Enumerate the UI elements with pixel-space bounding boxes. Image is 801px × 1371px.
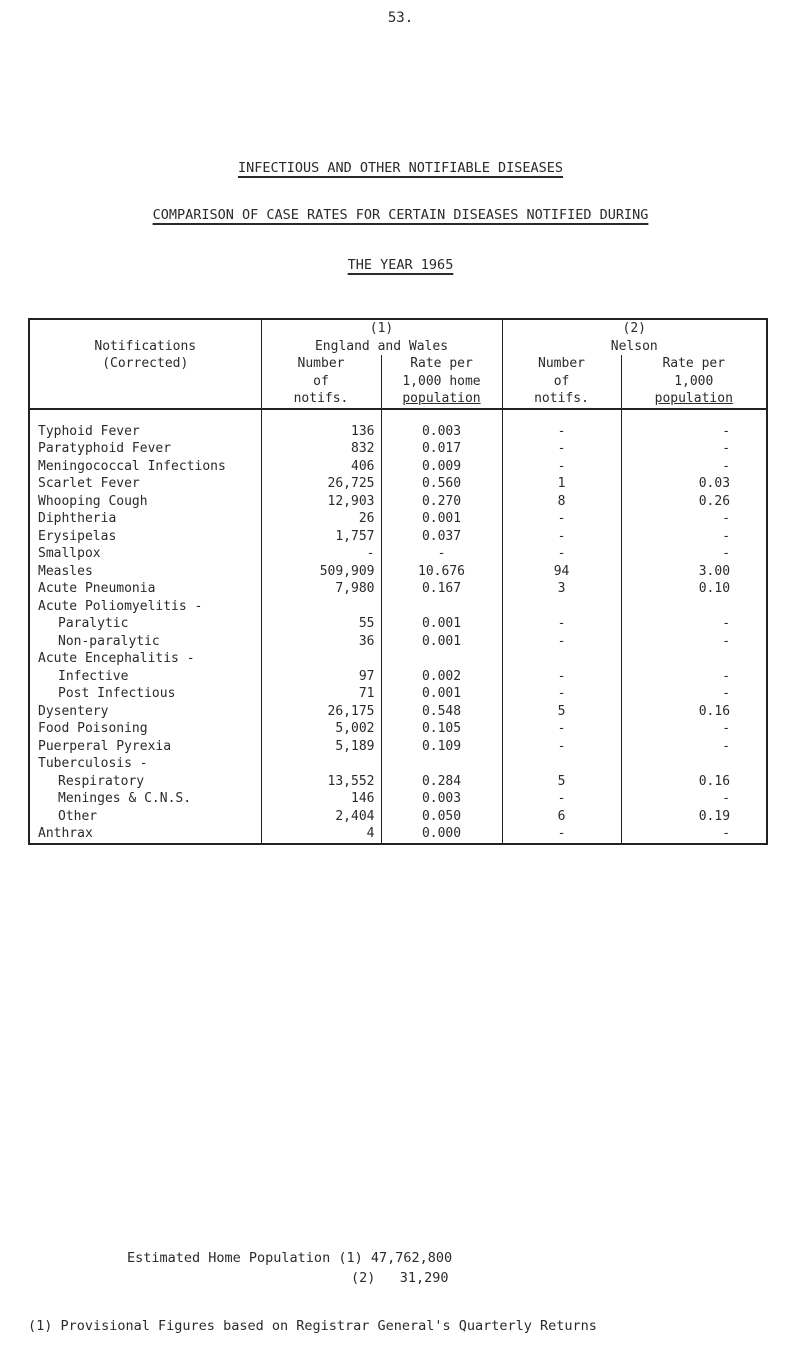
group2-number: (2) <box>502 319 767 338</box>
ew-rate-heading-2: 1,000 home <box>381 373 502 391</box>
nelson-rate-cell: - <box>621 423 767 441</box>
nelson-rate-cell: - <box>621 633 767 651</box>
ew-number-heading-2: of <box>261 373 381 391</box>
nelson-number-cell: - <box>502 738 621 756</box>
report-year-text: THE YEAR 1965 <box>347 257 454 273</box>
notifications-table <box>28 318 768 845</box>
nelson-rate-cell: - <box>621 458 767 476</box>
nelson-number-cell: - <box>502 458 621 476</box>
ew-rate-cell: 0.037 <box>381 528 502 546</box>
ew-rate-heading-3-text: population <box>402 391 481 406</box>
nelson-number-cell: - <box>502 510 621 528</box>
col-notifications-label: Notifications <box>29 338 261 356</box>
ew-number-cell: 1,757 <box>261 528 381 546</box>
ew-number-cell: 26,725 <box>261 475 381 493</box>
ew-number-cell: 13,552 <box>261 773 381 791</box>
table-row <box>29 790 767 808</box>
nelson-rate-cell: - <box>621 685 767 703</box>
table-row <box>29 738 767 756</box>
table-row <box>29 563 767 581</box>
n-rate-heading-2: 1,000 <box>621 373 767 391</box>
ew-number-cell <box>261 598 381 616</box>
estimate-nelson-value: 31,290 <box>399 1270 449 1286</box>
nelson-number-cell: 5 <box>502 773 621 791</box>
nelson-number-cell: 6 <box>502 808 621 826</box>
table-row <box>29 685 767 703</box>
ew-number-cell <box>261 650 381 668</box>
report-subtitle <box>0 207 801 223</box>
disease-label: Meninges & C.N.S. <box>29 790 261 808</box>
n-number-heading: Number <box>502 355 621 373</box>
report-title-text: INFECTIOUS AND OTHER NOTIFIABLE DISEASES <box>237 160 564 176</box>
nelson-number-cell: 94 <box>502 563 621 581</box>
table-row <box>29 755 767 773</box>
ew-number-cell: 4 <box>261 825 381 844</box>
nelson-rate-cell: 3.00 <box>621 563 767 581</box>
disease-label: Tuberculosis - <box>29 755 261 773</box>
nelson-rate-cell: - <box>621 668 767 686</box>
ew-rate-cell: 10.676 <box>381 563 502 581</box>
disease-label: Whooping Cough <box>29 493 261 511</box>
col-corrected-label: (Corrected) <box>29 355 261 373</box>
header-cell <box>29 319 261 338</box>
table-row <box>29 545 767 563</box>
spacer-cell <box>621 409 767 423</box>
table-row <box>29 475 767 493</box>
table-row <box>29 650 767 668</box>
ew-number-heading-3: notifs. <box>261 390 381 409</box>
ew-rate-cell: 0.105 <box>381 720 502 738</box>
report-title <box>0 160 801 176</box>
n-rate-heading-3-text: population <box>654 391 733 406</box>
table-row <box>29 423 767 441</box>
nelson-number-cell <box>502 650 621 668</box>
disease-label: Paratyphoid Fever <box>29 440 261 458</box>
ew-number-cell: 5,002 <box>261 720 381 738</box>
nelson-number-cell: 1 <box>502 475 621 493</box>
table-body <box>29 409 767 844</box>
ew-number-cell: 26 <box>261 510 381 528</box>
nelson-rate-cell: 0.16 <box>621 773 767 791</box>
n-number-heading-2: of <box>502 373 621 391</box>
nelson-number-cell: - <box>502 633 621 651</box>
table-row <box>29 615 767 633</box>
report-year <box>0 257 801 273</box>
nelson-rate-cell: - <box>621 510 767 528</box>
estimate-line-1 <box>127 1250 452 1266</box>
ew-rate-cell: 0.109 <box>381 738 502 756</box>
estimate-label: Estimated Home Population (1) <box>127 1250 363 1266</box>
ew-rate-cell <box>381 755 502 773</box>
ew-number-cell: 146 <box>261 790 381 808</box>
ew-number-cell: 5,189 <box>261 738 381 756</box>
nelson-number-cell: - <box>502 423 621 441</box>
disease-label: Typhoid Fever <box>29 423 261 441</box>
nelson-number-cell: - <box>502 790 621 808</box>
ew-number-cell <box>261 755 381 773</box>
disease-label: Scarlet Fever <box>29 475 261 493</box>
nelson-rate-cell <box>621 598 767 616</box>
n-number-heading-3: notifs. <box>502 390 621 409</box>
table-row <box>29 773 767 791</box>
spacer-cell <box>381 409 502 423</box>
disease-label: Dysentery <box>29 703 261 721</box>
estimate-2-label: (2) <box>351 1270 376 1286</box>
nelson-number-cell: - <box>502 685 621 703</box>
report-subtitle-text: COMPARISON OF CASE RATES FOR CERTAIN DISEASES NOTIFIED DURING <box>152 207 649 223</box>
nelson-rate-cell: - <box>621 545 767 563</box>
estimate-ew-value: 47,762,800 <box>370 1250 453 1266</box>
disease-label: Acute Poliomyelitis - <box>29 598 261 616</box>
disease-label: Meningococcal Infections <box>29 458 261 476</box>
nelson-number-cell: - <box>502 545 621 563</box>
disease-label: Anthrax <box>29 825 261 844</box>
nelson-rate-cell: - <box>621 615 767 633</box>
ew-rate-cell: 0.001 <box>381 615 502 633</box>
ew-rate-cell: 0.003 <box>381 423 502 441</box>
ew-number-cell: 509,909 <box>261 563 381 581</box>
ew-rate-cell: 0.050 <box>381 808 502 826</box>
ew-rate-cell: 0.167 <box>381 580 502 598</box>
table-row <box>29 510 767 528</box>
ew-number-cell: 12,903 <box>261 493 381 511</box>
ew-rate-cell: 0.017 <box>381 440 502 458</box>
disease-label: Other <box>29 808 261 826</box>
group1-name: England and Wales <box>261 338 502 356</box>
ew-rate-cell: 0.001 <box>381 685 502 703</box>
ew-number-cell: 36 <box>261 633 381 651</box>
nelson-number-cell: - <box>502 720 621 738</box>
nelson-rate-cell: 0.03 <box>621 475 767 493</box>
ew-rate-heading-3 <box>381 390 502 409</box>
nelson-rate-cell: - <box>621 738 767 756</box>
nelson-rate-cell: 0.16 <box>621 703 767 721</box>
ew-number-heading: Number <box>261 355 381 373</box>
table-row <box>29 808 767 826</box>
table-row <box>29 668 767 686</box>
table-row <box>29 633 767 651</box>
ew-rate-cell: 0.560 <box>381 475 502 493</box>
nelson-number-cell: - <box>502 440 621 458</box>
ew-number-cell: 97 <box>261 668 381 686</box>
ew-rate-cell: 0.001 <box>381 510 502 528</box>
nelson-number-cell: 5 <box>502 703 621 721</box>
ew-rate-cell: 0.270 <box>381 493 502 511</box>
ew-number-cell: 832 <box>261 440 381 458</box>
ew-rate-cell: 0.001 <box>381 633 502 651</box>
nelson-rate-cell: - <box>621 790 767 808</box>
header-cell <box>29 390 261 409</box>
nelson-rate-cell <box>621 755 767 773</box>
spacer-cell <box>261 409 381 423</box>
nelson-rate-cell: - <box>621 440 767 458</box>
nelson-rate-cell: 0.26 <box>621 493 767 511</box>
nelson-rate-cell: - <box>621 528 767 546</box>
disease-label: Respiratory <box>29 773 261 791</box>
group2-name: Nelson <box>502 338 767 356</box>
ew-number-cell: 71 <box>261 685 381 703</box>
disease-label: Smallpox <box>29 545 261 563</box>
table-row <box>29 528 767 546</box>
disease-label: Acute Encephalitis - <box>29 650 261 668</box>
nelson-rate-cell: - <box>621 825 767 844</box>
disease-label: Non-paralytic <box>29 633 261 651</box>
ew-rate-cell <box>381 650 502 668</box>
nelson-number-cell: - <box>502 825 621 844</box>
disease-label: Acute Pneumonia <box>29 580 261 598</box>
table-row <box>29 703 767 721</box>
nelson-number-cell: - <box>502 615 621 633</box>
disease-label: Post Infectious <box>29 685 261 703</box>
ew-rate-cell: 0.000 <box>381 825 502 844</box>
nelson-rate-cell: 0.19 <box>621 808 767 826</box>
nelson-rate-cell: 0.10 <box>621 580 767 598</box>
ew-number-cell: 55 <box>261 615 381 633</box>
table-row <box>29 825 767 844</box>
nelson-rate-cell <box>621 650 767 668</box>
ew-rate-cell: 0.003 <box>381 790 502 808</box>
disease-label: Puerperal Pyrexia <box>29 738 261 756</box>
disease-label: Paralytic <box>29 615 261 633</box>
ew-number-cell: 136 <box>261 423 381 441</box>
n-rate-heading-3 <box>621 390 767 409</box>
nelson-number-cell: - <box>502 668 621 686</box>
table-row <box>29 458 767 476</box>
ew-rate-cell <box>381 598 502 616</box>
estimate-line-2 <box>127 1270 449 1286</box>
ew-rate-cell: 0.002 <box>381 668 502 686</box>
ew-rate-cell: 0.548 <box>381 703 502 721</box>
n-rate-heading: Rate per <box>621 355 767 373</box>
spacer-cell <box>29 409 261 423</box>
table-row <box>29 598 767 616</box>
ew-number-cell: 26,175 <box>261 703 381 721</box>
table-row <box>29 720 767 738</box>
table-row <box>29 493 767 511</box>
disease-label: Measles <box>29 563 261 581</box>
group1-number: (1) <box>261 319 502 338</box>
table-header <box>29 319 767 409</box>
page-number: 53. <box>387 10 414 26</box>
nelson-number-cell <box>502 598 621 616</box>
nelson-rate-cell: - <box>621 720 767 738</box>
nelson-number-cell: - <box>502 528 621 546</box>
header-cell <box>29 373 261 391</box>
disease-label: Food Poisoning <box>29 720 261 738</box>
footnote: (1) Provisional Figures based on Registrar General's Quarterly Returns <box>28 1318 597 1334</box>
nelson-number-cell: 8 <box>502 493 621 511</box>
disease-label: Diphtheria <box>29 510 261 528</box>
nelson-number-cell <box>502 755 621 773</box>
disease-label: Erysipelas <box>29 528 261 546</box>
ew-number-cell: 2,404 <box>261 808 381 826</box>
ew-number-cell: - <box>261 545 381 563</box>
spacer-cell <box>502 409 621 423</box>
table-row <box>29 440 767 458</box>
nelson-number-cell: 3 <box>502 580 621 598</box>
ew-number-cell: 7,980 <box>261 580 381 598</box>
disease-label: Infective <box>29 668 261 686</box>
table-row <box>29 580 767 598</box>
ew-number-cell: 406 <box>261 458 381 476</box>
ew-rate-cell: 0.009 <box>381 458 502 476</box>
ew-rate-cell: 0.284 <box>381 773 502 791</box>
ew-rate-cell: - <box>381 545 502 563</box>
ew-rate-heading: Rate per <box>381 355 502 373</box>
